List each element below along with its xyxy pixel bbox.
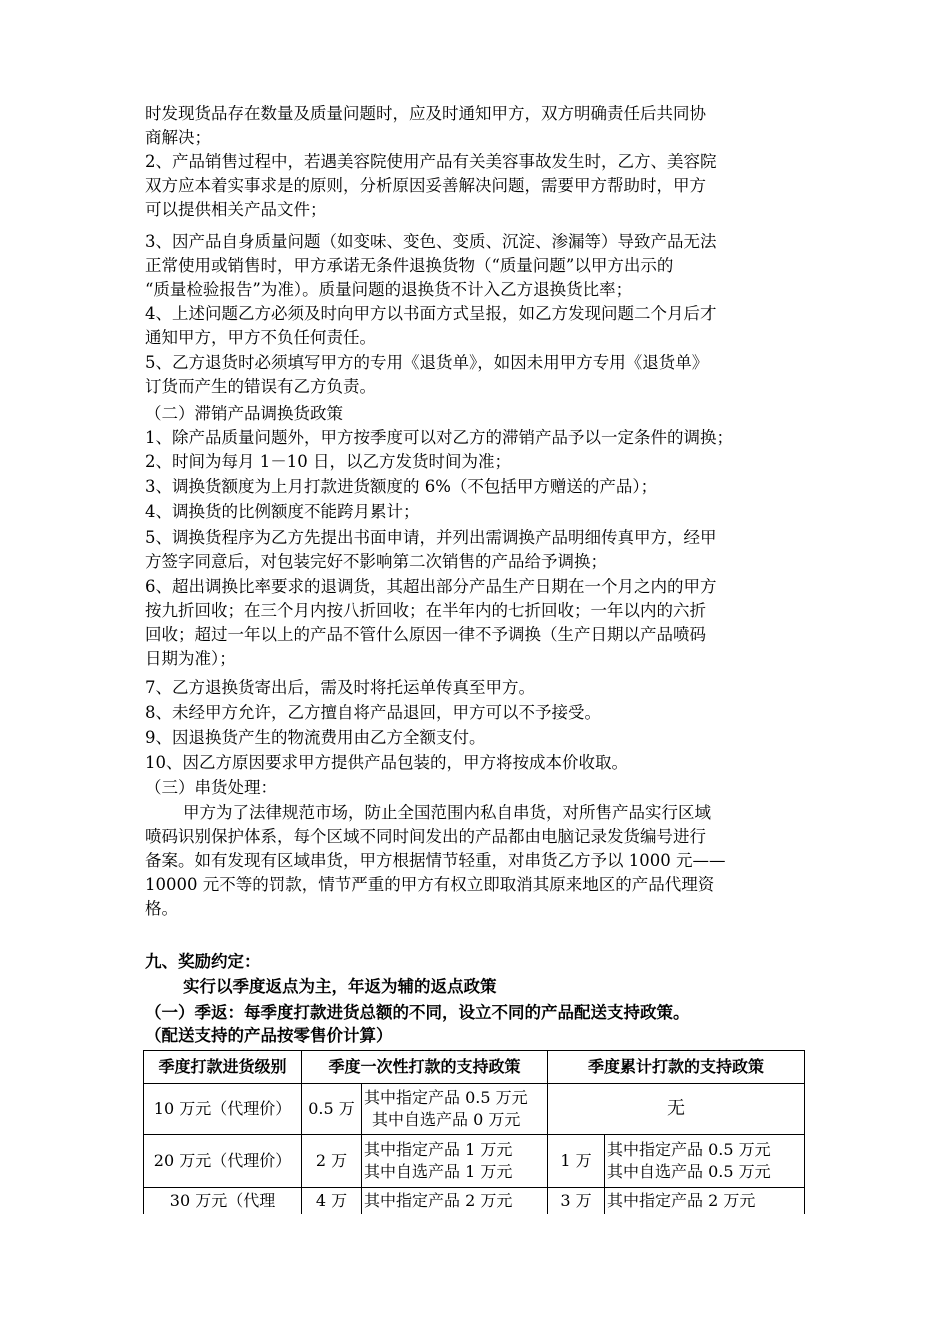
text-line: 时发现货品存在数量及质量问题时，应及时通知甲方，双方明确责任后共同协 — [145, 104, 706, 123]
table-row — [144, 1188, 805, 1215]
text-line: 喷码识别保护体系，每个区域不同时间发出的产品都由电脑记录发货编号进行 — [145, 827, 706, 846]
text-line: 方签字同意后，对包装完好不影响第二次销售的产品给予调换； — [145, 552, 607, 571]
text-line: 订货而产生的错误有乙方负责。 — [145, 377, 376, 396]
optional-product: 其中自选产品 0.5 万元 — [607, 1162, 771, 1181]
section-heading: （二）滞销产品调换货政策 — [145, 404, 343, 423]
text-line: 可以提供相关产品文件； — [145, 200, 327, 219]
amount-cell: 3 万 — [548, 1188, 605, 1215]
table-header-row — [144, 1051, 805, 1084]
text-line: 格。 — [145, 899, 178, 918]
text-line: 3、因产品自身质量问题（如变味、变色、变质、沉淀、渗漏等）导致产品无法 — [145, 232, 717, 251]
text-line: 8、未经甲方允许，乙方擅自将产品退回，甲方可以不予接受。 — [145, 703, 601, 722]
text-line: 2、产品销售过程中，若遇美容院使用产品有关美容事故发生时，乙方、美容院 — [145, 152, 717, 171]
designated-product: 其中指定产品 1 万元 — [364, 1140, 513, 1159]
section-nine-heading: 九、奖励约定： — [145, 952, 261, 971]
text-line: 4、上述问题乙方必须及时向甲方以书面方式呈报，如乙方发现问题二个月后才 — [145, 304, 717, 323]
text-line: 按九折回收；在三个月内按八折回收；在半年内的七折回收；一年以内的六折 — [145, 601, 706, 620]
designated-product: 其中指定产品 2 万元 — [605, 1188, 805, 1215]
text-line: 7、乙方退换货寄出后，需及时将托运单传真至甲方。 — [145, 678, 535, 697]
note-line: （配送支持的产品按零售价计算） — [145, 1026, 393, 1045]
level-cell: 20 万元（代理价） — [144, 1135, 302, 1188]
table-header: 季度打款进货级别 — [144, 1051, 302, 1084]
text-line: 9、因退换货产生的物流费用由乙方全额支付。 — [145, 728, 486, 747]
text-line: 10000 元不等的罚款，情节严重的甲方有权立即取消其原来地区的产品代理资 — [145, 875, 715, 894]
text-line: 双方应本着实事求是的原则，分析原因妥善解决问题，需要甲方帮助时，甲方 — [145, 176, 706, 195]
text-line: 回收；超过一年以上的产品不管什么原因一律不予调换（生产日期以产品喷码 — [145, 625, 706, 644]
text-line: 1、除产品质量问题外，甲方按季度可以对乙方的滞销产品予以一定条件的调换； — [145, 428, 733, 447]
amount-cell: 4 万 — [302, 1188, 362, 1215]
level-cell: 10 万元（代理价） — [144, 1084, 302, 1135]
detail-cell — [362, 1084, 548, 1135]
text-line: 3、调换货额度为上月打款进货额度的 6%（不包括甲方赠送的产品）； — [145, 477, 658, 496]
text-line: 备案。如有发现有区域串货，甲方根据情节轻重，对串货乙方予以 1000 元—— — [145, 851, 726, 870]
rebate-table — [143, 1050, 805, 1214]
text-line: 正常使用或销售时，甲方承诺无条件退换货物（“质量问题”以甲方出示的 — [145, 256, 674, 275]
text-line: 6、超出调换比率要求的退调货，其超出部分产品生产日期在一个月之内的甲方 — [145, 577, 717, 596]
designated-product: 其中指定产品 0.5 万元 — [364, 1088, 528, 1107]
text-line: 2、时间为每月 1－10 日，以乙方发货时间为准； — [145, 452, 511, 471]
text-line: 通知甲方，甲方不负任何责任。 — [145, 328, 376, 347]
text-line: 甲方为了法律规范市场，防止全国范围内私自串货，对所售产品实行区域 — [183, 803, 711, 822]
level-cell: 30 万元（代理 — [144, 1188, 302, 1215]
amount-cell: 0.5 万 — [302, 1084, 362, 1135]
amount-cell: 1 万 — [548, 1135, 605, 1188]
table-header: 季度一次性打款的支持政策 — [302, 1051, 548, 1084]
text-line: 10、因乙方原因要求甲方提供产品包装的，甲方将按成本价收取。 — [145, 753, 628, 772]
table-row — [144, 1135, 805, 1188]
text-line: 4、调换货的比例额度不能跨月累计； — [145, 502, 420, 521]
optional-product: 其中自选产品 1 万元 — [364, 1162, 513, 1181]
policy-line: 实行以季度返点为主，年返为辅的返点政策 — [183, 977, 497, 996]
amount-cell: 2 万 — [302, 1135, 362, 1188]
quarterly-rebate-heading: （一）季返：每季度打款进货总额的不同，设立不同的产品配送支持政策。 — [145, 1003, 690, 1022]
detail-cell — [605, 1135, 805, 1188]
text-line: 5、乙方退货时必须填写甲方的专用《退货单》，如因未用甲方专用《退货单》 — [145, 353, 709, 372]
designated-product: 其中指定产品 0.5 万元 — [607, 1140, 771, 1159]
section-heading: （三）串货处理： — [145, 778, 277, 797]
text-line: 5、调换货程序为乙方先提出书面申请，并列出需调换产品明细传真甲方，经甲 — [145, 528, 717, 547]
none-cell: 无 — [548, 1084, 805, 1135]
table-header: 季度累计打款的支持政策 — [548, 1051, 805, 1084]
text-line: “质量检验报告”为准）。质量问题的退换货不计入乙方退换货比率； — [145, 280, 633, 299]
optional-product: 其中自选产品 0 万元 — [372, 1110, 521, 1129]
designated-product: 其中指定产品 2 万元 — [362, 1188, 548, 1215]
text-line: 日期为准）； — [145, 649, 236, 668]
table-row — [144, 1084, 805, 1135]
text-line: 商解决； — [145, 128, 211, 147]
detail-cell — [362, 1135, 548, 1188]
